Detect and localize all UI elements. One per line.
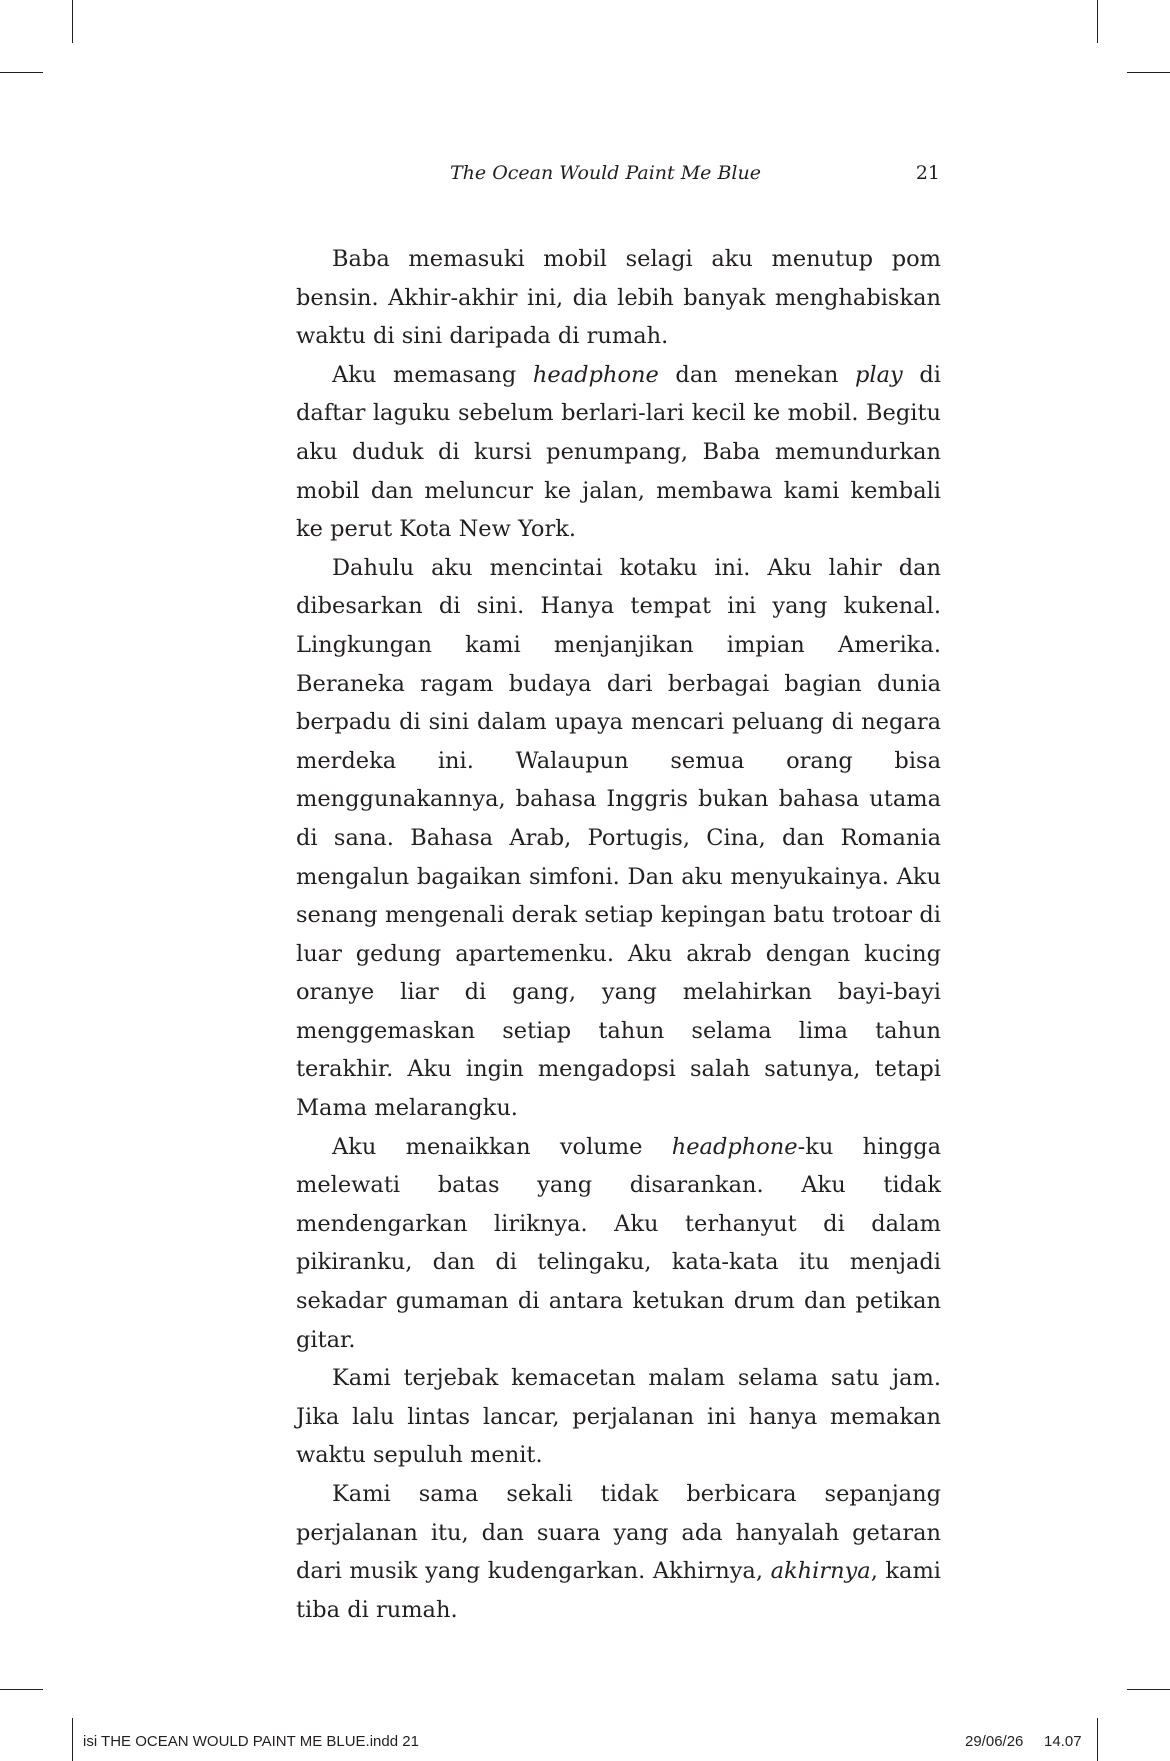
text-run: Aku menaikkan volume [332, 1133, 672, 1160]
paragraph [296, 1359, 941, 1475]
text-run: Dahulu aku mencintai kotaku ini. Aku lahir dan dibesarkan di sini. Hanya tempat ini yang kukenal. Lingkungan kami menjanjikan impian Amerika. Beraneka ragam budaya dari berbagai bagian dunia berpadu di sini dalam upaya mencari peluang di negara merdeka ini. Walaupun semua orang bisa menggunakannya, bahasa Inggris bukan bahasa utama di sana. Bahasa Arab, Portugis, Cina, dan Romania mengalun bagaikan simfoni. Dan aku menyukainya. Aku senang mengenali derak setiap kepingan batu trotoar di luar gedung apartemenku. Aku akrab dengan kucing oranye liar di gang, yang melahirkan bayi-bayi menggemaskan setiap tahun selama lima tahun terakhir. Aku ingin mengadopsi salah satunya, tetapi Mama melarangku. [296, 554, 941, 1122]
crop-mark-bottom-right [1097, 1718, 1098, 1761]
slug-file-name: isi THE OCEAN WOULD PAINT ME BLUE.indd 21 [83, 1733, 419, 1750]
running-head-title: The Ocean Would Paint Me Blue [450, 162, 761, 184]
italic-text: play [855, 361, 903, 388]
text-run: di daftar laguku sebelum berlari-lari kecil ke mobil. Begitu aku duduk di kursi penumpang, Baba memundurkan mobil dan meluncur ke jalan, membawa kami kembali ke perut Kota New York. [296, 361, 942, 543]
text-run: dan menekan [658, 361, 856, 388]
italic-text: headphone [671, 1133, 798, 1160]
paragraph [296, 1128, 941, 1360]
text-run: Aku memasang [332, 361, 533, 388]
paragraph [296, 1475, 941, 1629]
crop-mark-bottom-right-horizontal [1127, 1689, 1170, 1690]
running-head [300, 162, 940, 192]
text-run: Kami sama sekali tidak berbicara sepanjang perjalanan itu, dan suara yang ada hanyalah getaran dari musik yang kudengarkan. Akhirnya, [296, 1481, 941, 1585]
crop-mark-bottom-left [72, 1718, 73, 1761]
crop-mark-top-left [72, 0, 73, 43]
text-run: Baba memasuki mobil selagi aku menutup pom bensin. Akhir-akhir ini, dia lebih banyak menghabiskan waktu di sini daripada di rumah. [296, 246, 941, 350]
paragraph [296, 549, 941, 1128]
paragraph [296, 240, 941, 356]
text-run: Kami terjebak kemacetan malam selama satu jam. Jika lalu lintas lancar, perjalanan ini hanya memakan waktu sepuluh menit. [296, 1365, 941, 1469]
italic-text: headphone [532, 361, 659, 388]
crop-mark-top-left-horizontal [0, 72, 43, 73]
body-text [296, 240, 941, 1629]
page-number: 21 [915, 162, 940, 184]
crop-mark-top-right-horizontal [1127, 72, 1170, 73]
slug-time: 14.07 [1044, 1733, 1082, 1750]
crop-mark-bottom-left-horizontal [0, 1689, 43, 1690]
paragraph [296, 356, 941, 549]
slug-date: 29/06/26 [965, 1733, 1024, 1750]
text-run: -ku hingga melewati batas yang disarankan. Aku tidak mendengarkan liriknya. Aku terhanyut di dalam pikiranku, dan di telingaku, kata-kata itu menjadi sekadar gumaman di antara ketukan drum dan petikan gitar. [296, 1133, 941, 1353]
italic-text: akhirnya [770, 1558, 871, 1585]
crop-mark-top-right [1097, 0, 1098, 43]
text-run: , kami tiba di rumah. [296, 1558, 941, 1623]
